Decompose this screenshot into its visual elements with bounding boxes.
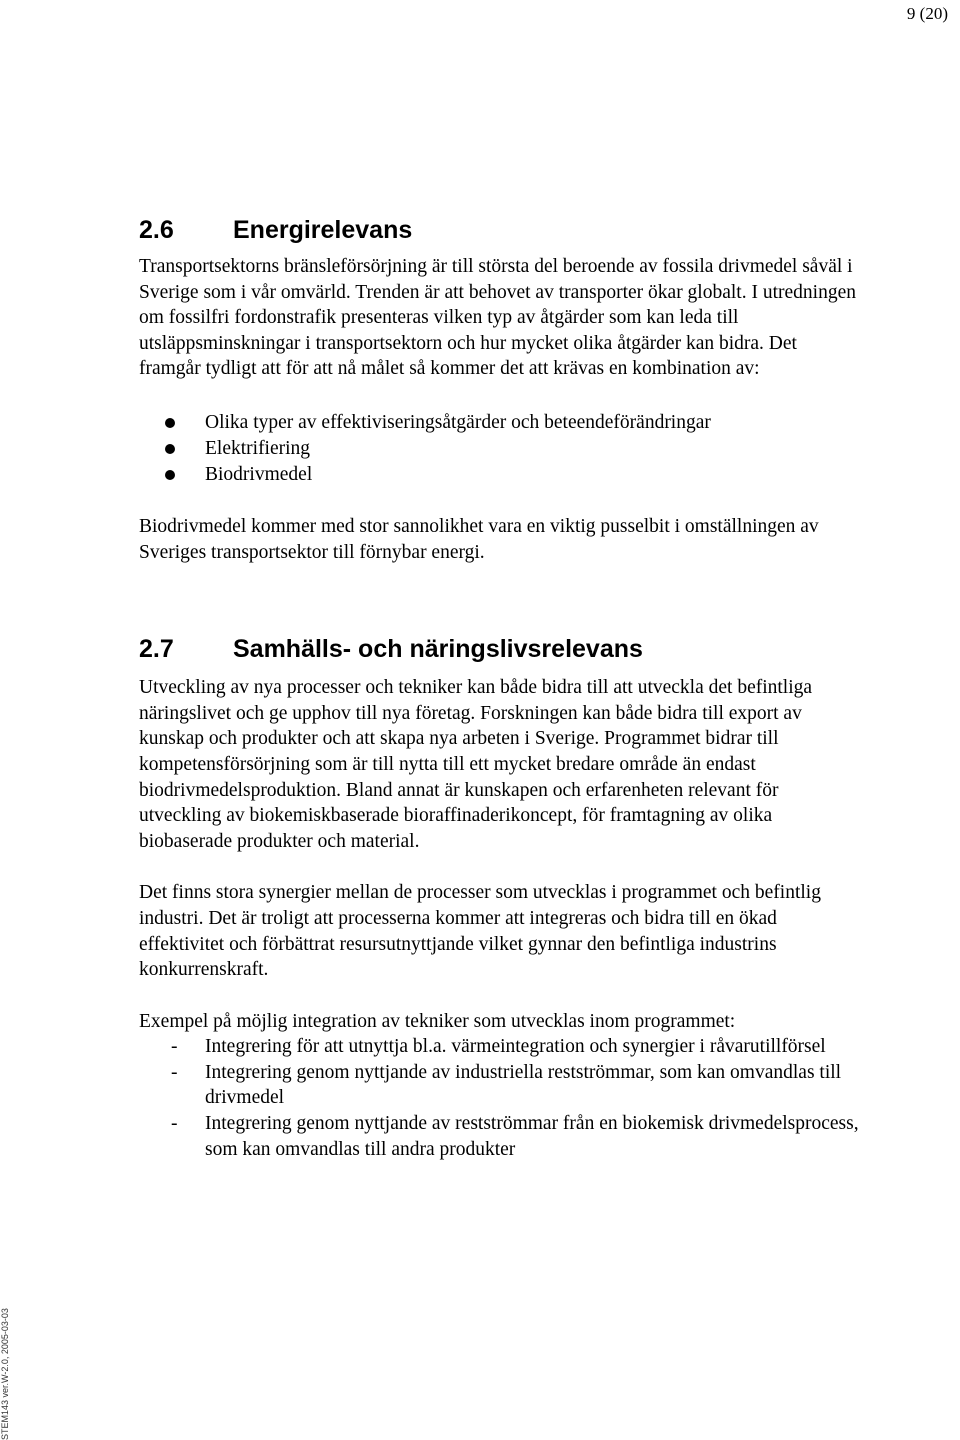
section-title: Energirelevans [233, 216, 413, 244]
paragraph: Exempel på möjlig integration av tekniker som utvecklas inom programmet: [139, 1010, 736, 1032]
section-samhallsrelevans [139, 629, 859, 1162]
bullet-icon [165, 418, 175, 428]
list-item: Elektrifiering [139, 436, 859, 462]
bullet-list [139, 410, 859, 488]
bullet-icon [165, 470, 175, 480]
document-body [139, 210, 859, 1162]
paragraph: Transportsektorns bränsleförsörjning är till största del beroende av fossila drivmedel såväl i Sverige som i vår omvärld. Trenden är att behovet av transporter ökar globalt. I utredningen om fossilfri fordonstrafik presenteras vilken typ av åtgärder som kan leda till utsläppsminskningar i transportsektorn och hur mycket olika åtgärder kan bidra. Det framgår tydligt att för att nå målet så kommer det att krävas en kombination av: [139, 256, 856, 380]
dash-list [139, 1034, 859, 1162]
paragraph: Biodrivmedel kommer med stor sannolikhet vara en viktig pusselbit i omställningen av Sveriges transportsektor till förnybar energi. [139, 515, 819, 563]
dash-marker: - [171, 1061, 178, 1083]
list-item: - Integrering genom nyttjande av restströmmar från en biokemisk drivmedelsprocess, som kan omvandlas till andra produkter [171, 1113, 859, 1160]
page-number: 9 (20) [906, 4, 948, 23]
list-item: - Integrering för att utnyttja bl.a. värmeintegration och synergier i råvarutillförsel [139, 1034, 859, 1060]
list-item: Biodrivmedel [139, 462, 859, 488]
section-heading [139, 210, 859, 250]
paragraph: Det finns stora synergier mellan de processer som utvecklas i programmet och befintlig industri. Det är troligt att processerna kommer att integreras och bidra till en ökad effektivitet och förbättrat resursutnyttjande vilket gynnar den befintliga industrins konkurrenskraft. [139, 882, 821, 981]
paragraph: Utveckling av nya processer och tekniker kan både bidra till att utveckla det befintliga näringslivet och ge upphov till nya företag. Forskningen kan både bidra till export av kunskap och produkter och att skapa nya arbeten i Sverige. Programmet bidrar till kompetensförsörjning som är till nytta till ett mycket bredare område än endast biodrivmedelsproduktion. Bland annat är kunskapen och erfarenheten relevant för utveckling av biokemiskbaserade bioraffinaderikoncept, för framtagning av olika biobaserade produkter och material. [139, 677, 813, 852]
section-number: 2.6 [139, 216, 174, 244]
section-energirelevans [139, 210, 859, 565]
section-title: Samhälls- och näringslivsrelevans [233, 635, 643, 664]
list-item: Olika typer av effektiviseringsåtgärder och beteendeförändringar [139, 410, 859, 436]
dash-marker: - [171, 1113, 178, 1135]
list-item: - Integrering genom nyttjande av industriella restströmmar, som kan omvandlas till drivmedel [171, 1061, 842, 1109]
section-heading [139, 629, 859, 669]
dash-marker: - [171, 1036, 178, 1058]
form-version-stamp: STEM143 ver.W-2.0, 2005-03-03 [0, 1308, 10, 1440]
section-number: 2.7 [139, 635, 174, 664]
bullet-icon [165, 444, 175, 454]
